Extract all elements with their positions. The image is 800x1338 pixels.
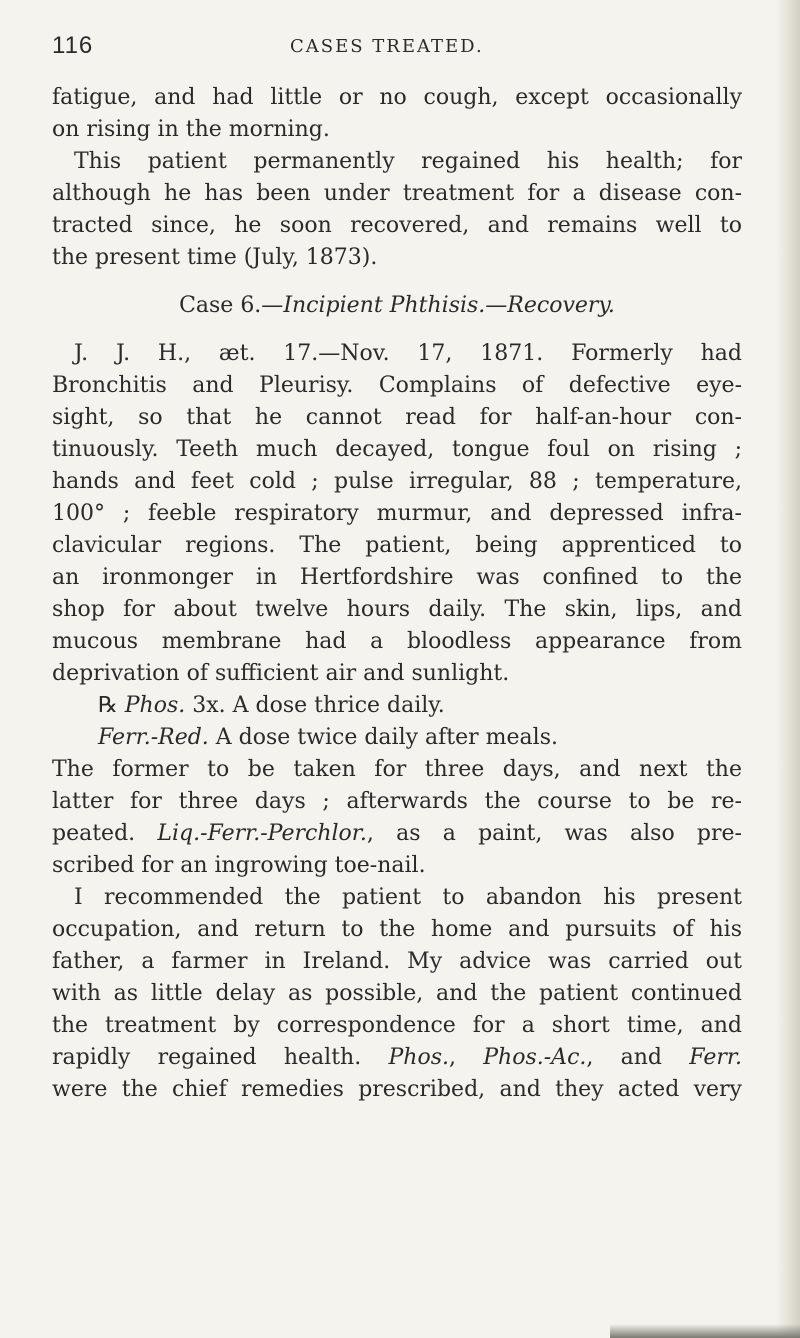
text-line: on rising in the morning.	[52, 117, 330, 142]
text-line: The former to be taken for three days, and next the	[52, 757, 742, 782]
text-run: , as a paint, was also pre-	[366, 821, 742, 846]
text-line: Bronchitis and Pleurisy. Complains of defective eye-	[52, 373, 742, 398]
spacer	[52, 274, 742, 290]
text-line: the present time (July, 1873).	[52, 245, 378, 270]
text-line: tinuously. Teeth much decayed, tongue foul on rising ;	[52, 437, 742, 462]
text-line: fatigue, and had little or no cough, except occasionally	[52, 85, 742, 110]
text-line: shop for about twelve hours daily. The skin, lips, and	[52, 597, 742, 622]
text-line	[52, 818, 742, 850]
text-line: deprivation of sufficient air and sunlight.	[52, 661, 510, 686]
text-line: were the chief remedies prescribed, and they acted very	[52, 1077, 742, 1102]
text-line: J. J. H., æt. 17.—Nov. 17, 1871. Formerly had	[74, 341, 742, 366]
running-head: CASES TREATED.	[290, 36, 484, 57]
text-line: although he has been under treatment for a disease con-	[52, 181, 742, 206]
text-run: rapidly regained health.	[52, 1045, 389, 1070]
text-line: an ironmonger in Hertfordshire was confined to the	[52, 565, 742, 590]
text-line: the treatment by correspondence for a short time, and	[52, 1013, 742, 1038]
text-line: mucous membrane had a bloodless appearance from	[52, 629, 742, 654]
page-number: 116	[52, 32, 94, 59]
text-line: 100° ; feeble respiratory murmur, and depressed infra-	[52, 501, 742, 526]
page-corner-shadow	[610, 1324, 800, 1338]
text-line: clavicular regions. The patient, being apprenticed to	[52, 533, 742, 558]
text-line: I recommended the patient to abandon his present	[74, 885, 742, 910]
dose-text: 3x. A dose thrice daily.	[185, 693, 445, 718]
case-number: Case 6.—	[179, 293, 284, 318]
prescription-line	[52, 690, 742, 722]
drug-name: Ferr.	[689, 1045, 742, 1070]
text-line	[52, 1042, 742, 1074]
case-heading	[52, 290, 742, 322]
text-line: father, a farmer in Ireland. My advice was carried out	[52, 949, 742, 974]
drug-name: Phos.	[124, 693, 186, 718]
text-run: ,	[448, 1045, 484, 1070]
recipe-symbol: ℞	[98, 693, 118, 718]
text-line: This patient permanently regained his health; for	[74, 149, 742, 174]
drug-name: Phos.-Ac.	[483, 1045, 587, 1070]
text-line: latter for three days ; afterwards the course to be re-	[52, 789, 742, 814]
body-text	[52, 82, 742, 1106]
drug-name: Liq.-Ferr.-Perchlor.	[157, 821, 367, 846]
page-header	[52, 32, 742, 62]
text-line: tracted since, he soon recovered, and remains well to	[52, 213, 742, 238]
prescription-line	[52, 722, 742, 754]
drug-name: Ferr.-Red.	[98, 725, 209, 750]
text-line: scribed for an ingrowing toe-nail.	[52, 853, 426, 878]
dose-text: A dose twice daily after meals.	[208, 725, 558, 750]
text-line: with as little delay as possible, and the patient continued	[52, 981, 742, 1006]
drug-name: Phos.	[388, 1045, 449, 1070]
text-run: peated.	[52, 821, 158, 846]
case-title: Incipient Phthisis.—Recovery.	[283, 293, 615, 318]
text-run: , and	[586, 1045, 690, 1070]
text-line: hands and feet cold ; pulse irregular, 88 ; temperature,	[52, 469, 742, 494]
text-line: sight, so that he cannot read for half-an-hour con-	[52, 405, 742, 430]
page-edge-shadow	[776, 0, 800, 1338]
spacer	[52, 322, 742, 338]
text-line: occupation, and return to the home and pursuits of his	[52, 917, 742, 942]
